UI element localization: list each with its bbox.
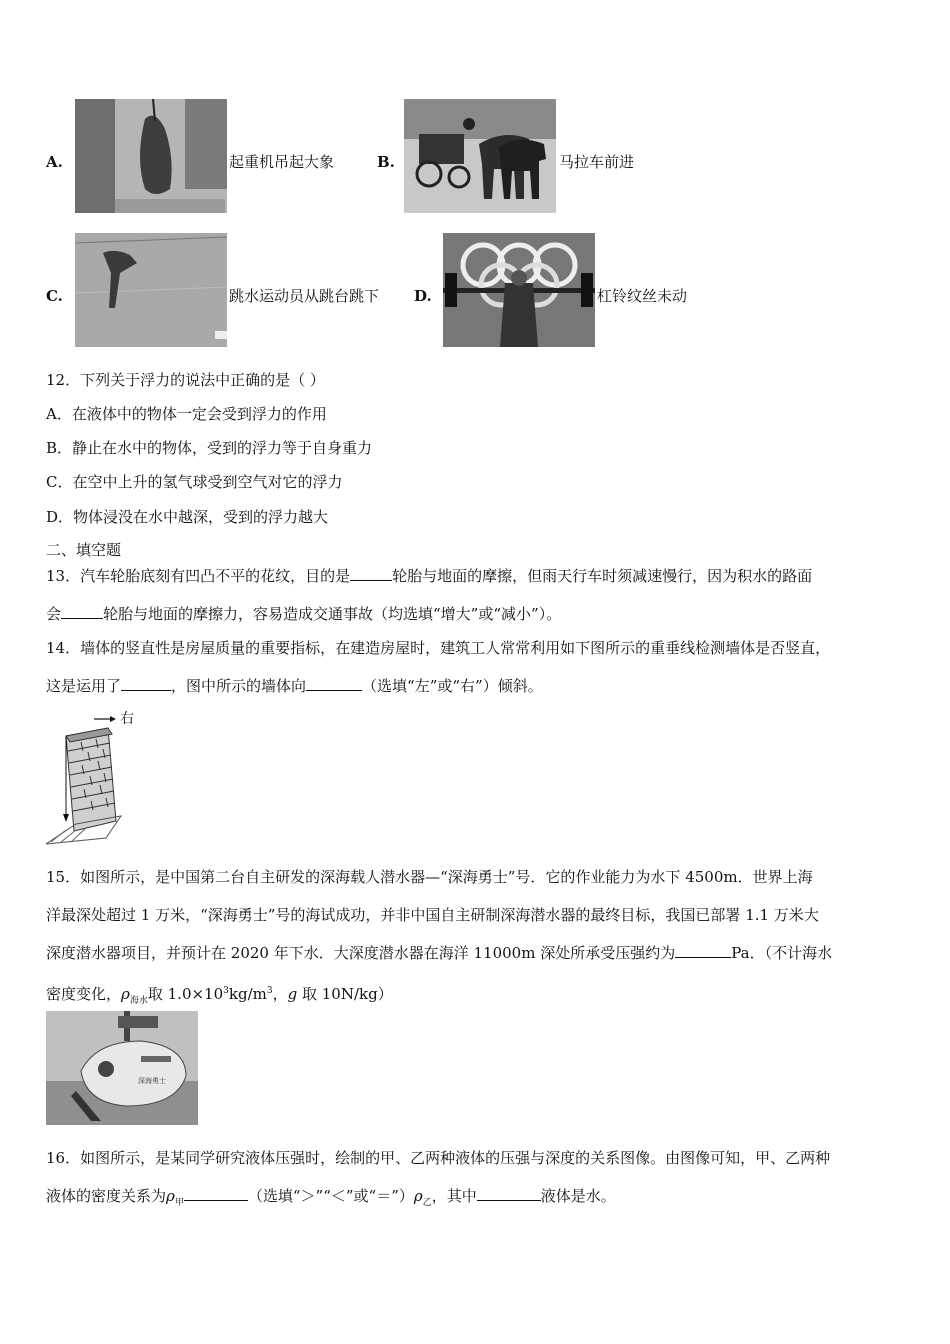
- q15-line2: 洋最深处超过 1 万米，“深海勇士”号的海试成功，并非中国自主研制深海潜水器的最终目标，我国已部署 1.1 万米大: [46, 906, 819, 924]
- q12-stem: 12．下列关于浮力的说法中正确的是（ ）: [46, 371, 325, 389]
- q13-line2: [46, 604, 561, 624]
- option-d-letter: D.: [414, 287, 432, 305]
- option-a-letter: A.: [46, 153, 63, 171]
- option-c-caption: 跳水运动员从跳台跳下: [229, 287, 380, 305]
- q13-line1: [46, 566, 812, 586]
- option-d-caption: 杠铃纹丝未动: [597, 287, 688, 305]
- q15-text-b: Pa．（不计海水: [731, 944, 833, 962]
- q14-line2: [46, 676, 543, 696]
- q15-text-c: 密度变化，: [46, 985, 122, 1003]
- diver-photo: [75, 233, 227, 347]
- horse-carriage-photo: [404, 99, 556, 213]
- q16-blank-2[interactable]: [477, 1186, 541, 1201]
- q12-option-b: B．静止在水中的物体，受到的浮力等于自身重力: [46, 439, 373, 457]
- rho-yi-symbol: ρ: [413, 1187, 423, 1205]
- q13-blank-2[interactable]: [61, 604, 103, 619]
- q16-line2: [46, 1186, 616, 1213]
- q13-text-c: 会: [46, 605, 62, 623]
- q14-blank-2[interactable]: [306, 676, 362, 691]
- elephant-crane-photo: [75, 99, 227, 213]
- figure-right-label: 右: [120, 711, 134, 727]
- q15-text-e: kg/m: [228, 985, 267, 1003]
- q16-text-d: 液体是水。: [540, 1187, 616, 1205]
- rho-subscript: 海水: [129, 996, 148, 1006]
- q15-text-d: 取 1.0×10: [147, 985, 224, 1003]
- q13-blank-1[interactable]: [350, 566, 392, 581]
- q15-blank[interactable]: [675, 943, 731, 958]
- q15-line4: [46, 981, 393, 1011]
- q14-text-c: （选填“左”或“右”）倾斜。: [362, 677, 543, 695]
- q13-text-b: 轮胎与地面的摩擦，但雨天行车时须减速慢行，因为积水的路面: [392, 567, 813, 585]
- q13-text-d: 轮胎与地面的摩擦力，容易造成交通事故（均选填“增大”或“减小”）。: [103, 605, 562, 623]
- q14-line1: 14．墙体的竖直性是房屋质量的重要指标，在建造房屋时，建筑工人常常利用如下图所示的重垂线检测墙体是否竖直，: [46, 639, 831, 657]
- q16-text-c: ，其中: [431, 1187, 477, 1205]
- q13-text-a: 13．汽车轮胎底刻有凹凸不平的花纹，目的是: [46, 567, 351, 585]
- q16-text-a: 液体的密度关系为: [46, 1187, 167, 1205]
- option-c-letter: C.: [46, 287, 63, 305]
- q15-text-f: ，: [272, 985, 288, 1003]
- section-2-title: 二、填空题: [46, 541, 122, 559]
- submersible-photo: [46, 1011, 198, 1125]
- q12-option-c: C．在空中上升的氢气球受到空气对它的浮力: [46, 473, 343, 491]
- plumb-wall-figure: [46, 706, 126, 846]
- submersible-label: 深海勇士: [138, 1077, 166, 1085]
- rho-jia-symbol: ρ: [166, 1187, 175, 1205]
- weightlifter-photo: [443, 233, 595, 347]
- q16-line1: 16．如图所示，是某同学研究液体压强时，绘制的甲、乙两种液体的压强与深度的关系图像。由图像可知，甲、乙两种: [46, 1149, 831, 1167]
- exponent: 3: [223, 986, 229, 996]
- rho-symbol: ρ: [121, 985, 130, 1003]
- q14-text-a: 这是运用了: [46, 677, 122, 695]
- q14-blank-1[interactable]: [121, 676, 171, 691]
- q15-text-g: 取 10N/kg）: [297, 985, 393, 1003]
- exponent-2: 3: [266, 986, 273, 996]
- q15-line1: 15．如图所示，是中国第二台自主研发的深海载人潜水器—“深海勇士”号．它的作业能力为水下 4500m．世界上海: [46, 868, 813, 886]
- option-b-caption: 马拉车前进: [559, 153, 635, 171]
- q12-option-a: A．在液体中的物体一定会受到浮力的作用: [46, 405, 327, 423]
- q15-text-a: 深度潜水器项目，并预计在 2020 年下水．大深度潜水器在海洋 11000m 深处所承受压强约为: [46, 944, 676, 962]
- q12-option-d: D．物体浸没在水中越深，受到的浮力越大: [46, 508, 329, 526]
- rho-jia-subscript: 甲: [174, 1198, 184, 1208]
- rho-yi-subscript: 乙: [422, 1198, 432, 1208]
- q16-text-b: （选填“＞”“＜”或“＝”）: [247, 1187, 414, 1205]
- q16-blank-1[interactable]: [184, 1186, 248, 1201]
- option-b-letter: B.: [377, 153, 395, 171]
- option-a-caption: 起重机吊起大象: [229, 153, 335, 171]
- q15-line3: [46, 943, 832, 963]
- q14-text-b: ，图中所示的墙体向: [171, 677, 307, 695]
- g-symbol: g: [287, 985, 298, 1003]
